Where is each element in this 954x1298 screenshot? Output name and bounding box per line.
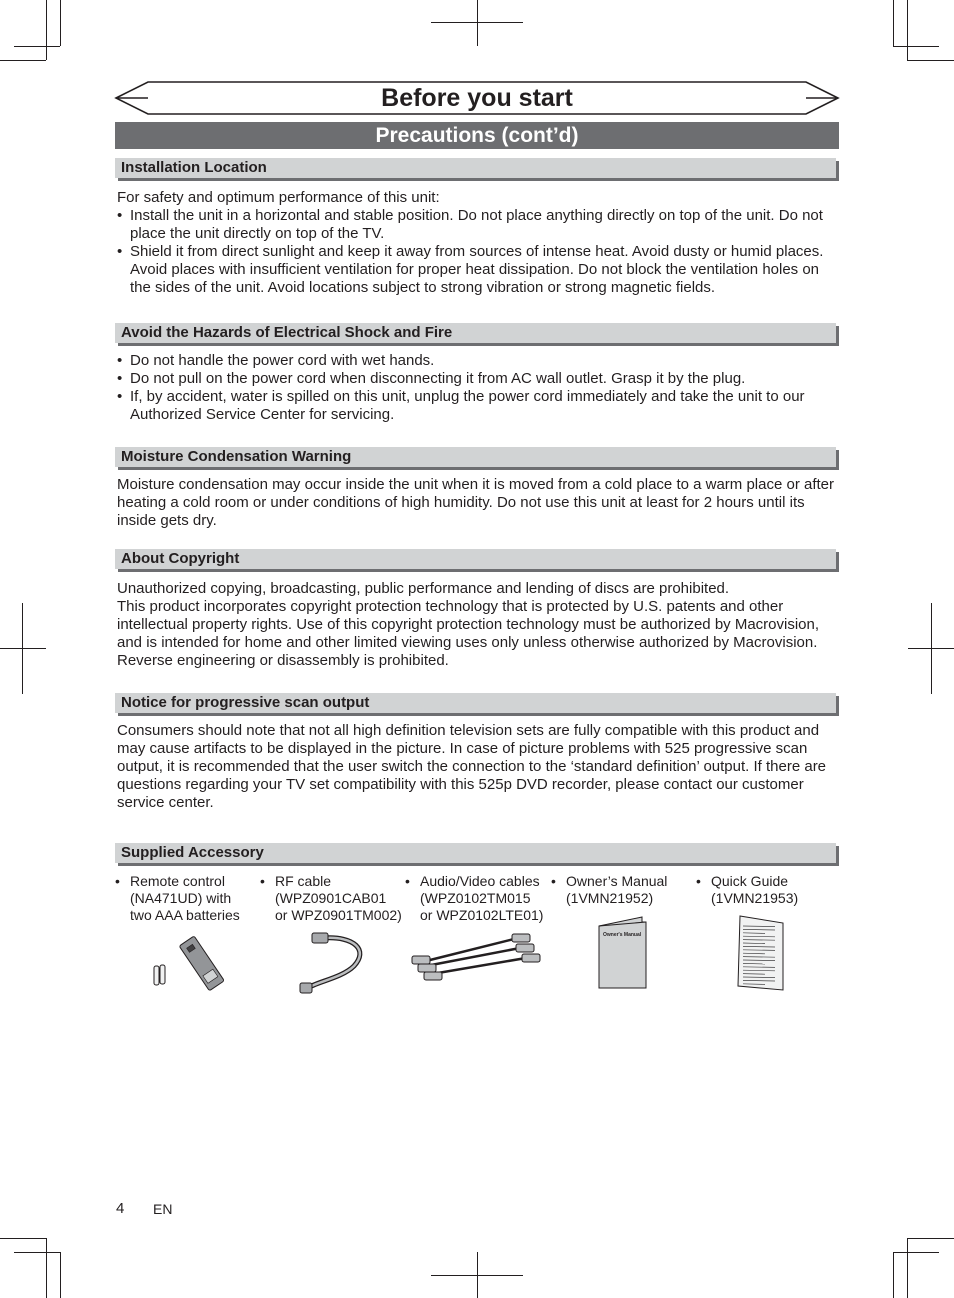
progressive-body: Consumers should note that not all high definition television sets are fully compatible with this product and may cause artifacts to be displayed in the picture. In case of picture problems with 525 progressive scan output, it is recommended that the user switch the connection to the ‘standard definition’ output. If there are questions regarding your TV set compatibility with this 525p DVD recorder, please contact our customer service center.: [117, 722, 827, 811]
list-item: • If, by accident, water is spilled on this unit, unplug the power cord immediately and take the unit to our Authorized Service Center for servicing.: [117, 388, 839, 424]
rf-cable-icon: [294, 930, 374, 994]
copyright-body-2: This product incorporates copyright protection technology that is protected by U.S. patents and other intellectual property rights. Use of this copyright protection technology must be authorized by Macrovision, and is intended for home and other limited viewing uses only unless otherwise authorized by Macrovision. Reverse engineering or disassembly is prohibited.: [117, 598, 820, 669]
list-item: • Do not handle the power cord with wet hands.: [117, 352, 839, 370]
section-heading-installation: Installation Location: [115, 158, 836, 178]
section-heading-copyright: About Copyright: [115, 549, 836, 569]
accessory-item-rf-cable: • RF cable (WPZ0901CAB01 or WPZ0901TM002): [260, 873, 402, 923]
section-progressive: [117, 722, 839, 812]
owners-manual-icon: [596, 914, 650, 990]
section-moisture: [117, 476, 839, 530]
accessory-item-av-cables: • Audio/Video cables (WPZ0102TM015 or WPZ0102LTE01): [405, 873, 544, 923]
remote-control-icon: [150, 934, 230, 992]
accessory-item-remote: • Remote control (NA471UD) with two AAA batteries: [115, 873, 240, 923]
section-heading-progressive: Notice for progressive scan output: [115, 693, 836, 713]
page-banner: [114, 80, 840, 116]
section-copyright: [117, 580, 839, 670]
installation-intro: For safety and optimum performance of this unit:: [117, 189, 440, 206]
list-item: • Install the unit in a horizontal and stable position. Do not place anything directly on top of the unit. Do not place the unit directly on top of the TV.: [117, 207, 839, 243]
page-number: 4: [116, 1200, 125, 1217]
page-language: EN: [153, 1201, 173, 1217]
list-item: • Shield it from direct sunlight and keep it away from sources of intense heat. Avoid dusty or humid places. Avoid places with insufficient ventilation for proper heat dissipation. Do not block the ventilation holes on the sides of the unit. Avoid locations subject to strong vibration or strong magnetic fields.: [117, 243, 839, 297]
accessory-item-quick-guide: • Quick Guide (1VMN21953): [696, 873, 799, 906]
copyright-body-1: Unauthorized copying, broadcasting, public performance and lending of discs are prohibited.: [117, 580, 730, 597]
section-heading-accessory: Supplied Accessory: [115, 843, 836, 863]
manual-cover-text: Owner's Manual: [603, 932, 642, 938]
section-electrical: [117, 352, 839, 424]
page-subtitle: Precautions (cont’d): [115, 122, 839, 149]
quick-guide-icon: [735, 914, 789, 992]
moisture-body: Moisture condensation may occur inside the unit when it is moved from a cold place to a warm place or after heating a cold room or under conditions of high humidity. Do not use this unit at least for 2 hours until its inside gets dry.: [117, 476, 835, 529]
av-cables-icon: [408, 932, 546, 982]
section-installation: [117, 189, 839, 297]
section-heading-electrical: Avoid the Hazards of Electrical Shock and Fire: [115, 323, 836, 343]
accessory-item-owners-manual: • Owner’s Manual (1VMN21952): [551, 873, 668, 906]
page-title: Before you start: [381, 84, 573, 112]
list-item: • Do not pull on the power cord when disconnecting it from AC wall outlet. Grasp it by the plug.: [117, 370, 839, 388]
section-heading-moisture: Moisture Condensation Warning: [115, 447, 836, 467]
